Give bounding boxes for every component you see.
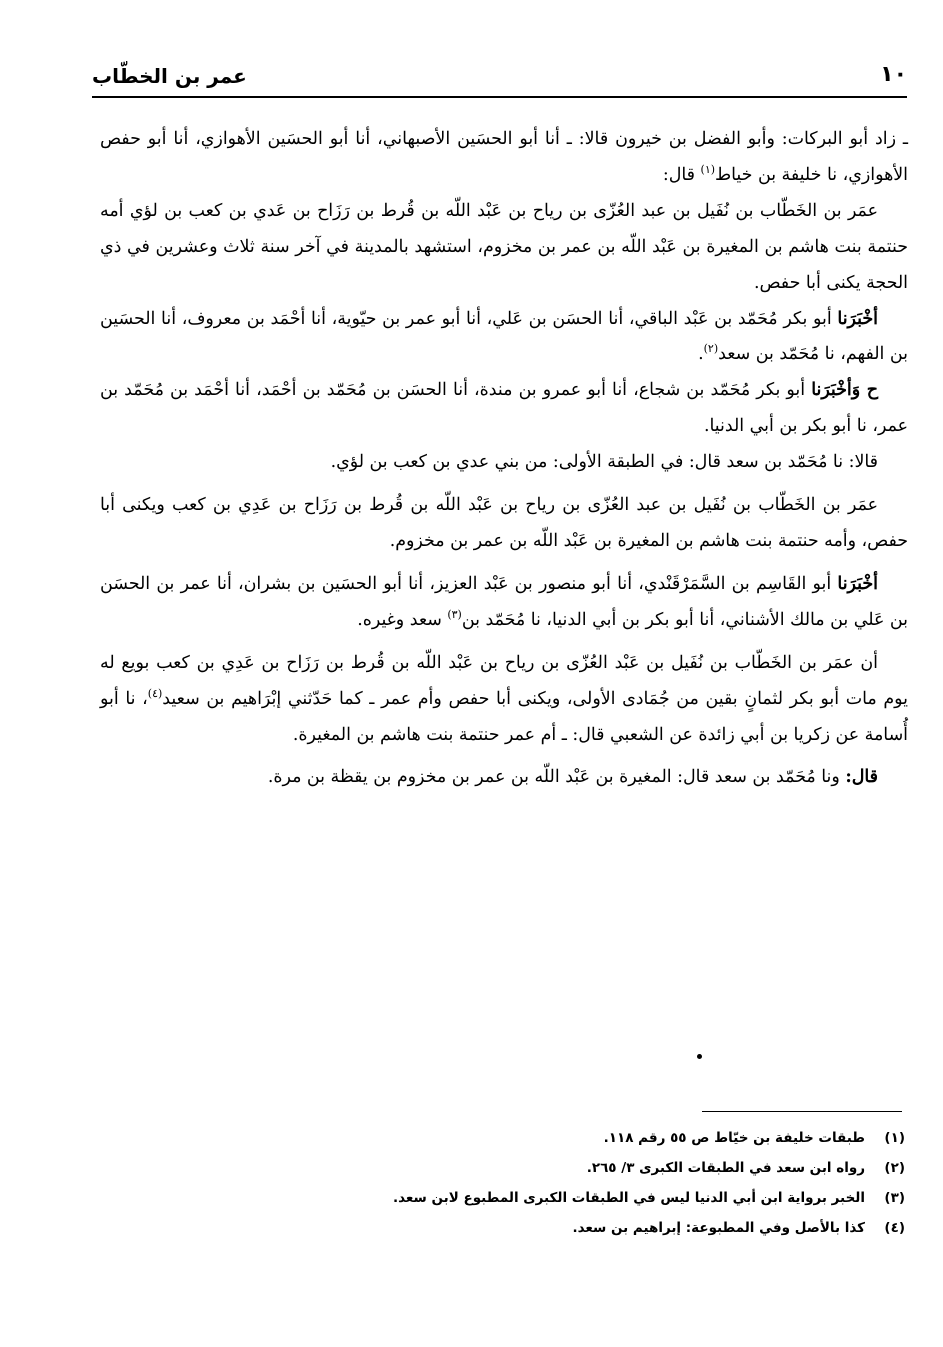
paragraph-1: ـ زاد أبو البركات: وأبو الفضل بن خيرون قالا: ـ أنا أبو الحسَين الأصبهاني، أنا أبو الحسَين الأهوازي، أنا أبو حفص الأهوازي، نا خليفة بن خياط$^{(١)}$ قال:	[100, 129, 908, 185]
paragraph-4: ح وَأخْبَرَنا أبو بكر مُحَمّد بن شجاع، أنا أبو عمرو بن مندة، أنا الحسَن بن مُحَمّد بن أحْمَد، أنا أحْمَد بن مُحَمّد بن عمر، نا أبو بكر بن أبي الدنيا.	[100, 380, 908, 437]
footnote-ref-2: (٢)	[703, 342, 719, 356]
footnote-text: طبقات خليفة بن خيّاط ص ٥٥ رقم ١١٨.	[603, 1130, 865, 1146]
transmission-lead: أخْبَرَنا	[837, 308, 878, 329]
paragraph-7: أخْبَرَنا أبو القَاسِم بن السَّمَرْقَنْدي، أنا أبو منصور بن عَبْد العزيز، أنا أبو الحسَين بن بشران، أنا عمر بن الحسَن بن عَلي بن مالك الأشناني، أنا أبو بكر بن أبي الدنيا، نا مُحَمّد بن$^{(٣)}$ سعد وغيره.	[100, 573, 908, 630]
paragraph-5: قالا: نا مُحَمّد بن سعد قال: في الطبقة الأولى: من بني عدي بن كعب بن لؤي.	[330, 452, 878, 473]
transmission-lead: أخْبَرَنا	[837, 573, 878, 594]
footnote-text: كذا بالأصل وفي المطبوعة: إبراهيم بن سعد.	[572, 1220, 865, 1236]
footnote-ref-3: (٣)	[447, 607, 462, 621]
footnote-number: (٢)	[884, 1160, 905, 1176]
transmission-lead: قال:	[845, 767, 878, 788]
footnote-number: (٤)	[884, 1220, 905, 1236]
paragraph-2: عمَر بن الخَطّاب بن نُفَيل بن عبد العُزّى بن رياح بن عَبْد اللّه بن قُرط بن رَزَاح بن عَدي بن كعب بن لؤي أمه حنتمة بنت هاشم بن المغيرة بن عَبْد اللّه بن عمر بن مخزوم، استشهد بالمدينة في آخر سنة ثلاث وعشرين في ذي الحجة يكنى أبا حفص.	[100, 200, 908, 293]
header-rule	[92, 96, 907, 98]
footnote-3	[300, 1183, 905, 1213]
page-header	[92, 62, 907, 92]
footnote-number: (١)	[884, 1130, 905, 1146]
running-title: عمر بن الخطّاب	[92, 64, 247, 88]
paragraph-6: عمَر بن الخَطّاب بن نُفَيل بن عبد العُزّى بن رياح بن عَبْد اللّه بن قُرط بن رَزَاح بن عَدِي بن كعب ويكنى أبا حفص، وأمه حنتمة بنت هاشم بن المغيرة بن عَبْد اللّه بن عمر بن مخزوم.	[100, 495, 908, 551]
footnote-ref-4: (٤)	[147, 686, 163, 700]
paragraph-9: قال: ونا مُحَمّد بن سعد قال: المغيرة بن عَبْد اللّه بن عمر بن مخزوم بن يقظة بن مرة.	[267, 767, 878, 788]
footnote-number: (٣)	[884, 1190, 905, 1206]
footnotes	[300, 1123, 905, 1243]
footnote-2	[300, 1153, 905, 1183]
paragraph-8: أن عمَر بن الخَطّاب بن نُفَيل بن عَبْد العُزّى بن رياح بن عَبْد اللّه بن قُرط بن رَزَاح بن عَدِي بن كعب بويع له يوم مات أبو بكر لثمانٍ بقين من جُمَادى الأولى، ويكنى أبا حفص وأم عمر ـ كما حَدّثني إبْرَاهيم بن سعيد$^{(٤)}$، نا أبو أُسامة عن زكريا بن أبي زائدة عن الشعبي قال: ـ أم عمر حنتمة بنت هاشم بن المغيرة.	[100, 652, 909, 745]
footnote-rule	[702, 1111, 902, 1112]
ink-speck	[697, 1054, 702, 1059]
page-number: ١٠	[880, 62, 907, 87]
footnote-ref-1: (١)	[700, 163, 716, 177]
footnote-1	[300, 1123, 905, 1153]
footnote-text: رواه ابن سعد في الطبقات الكبرى ٣/ ٢٦٥.	[586, 1160, 865, 1176]
transmission-lead: ح وَأخْبَرَنا	[811, 380, 879, 401]
main-text	[100, 122, 908, 796]
footnote-4	[300, 1213, 905, 1243]
paragraph-3: أخْبَرَنا أبو بكر مُحَمّد بن عَبْد الباقي، أنا الحسَن بن عَلي، أنا أبو عمر بن حيّوية، أنا أحْمَد بن معروف، أنا الحسَين بن الفهم، نا مُحَمّد بن سعد$^{(٢)}$.	[100, 308, 908, 365]
footnote-text: الخبر برواية ابن أبي الدنيا ليس في الطبقات الكبرى المطبوع لابن سعد.	[392, 1190, 865, 1206]
